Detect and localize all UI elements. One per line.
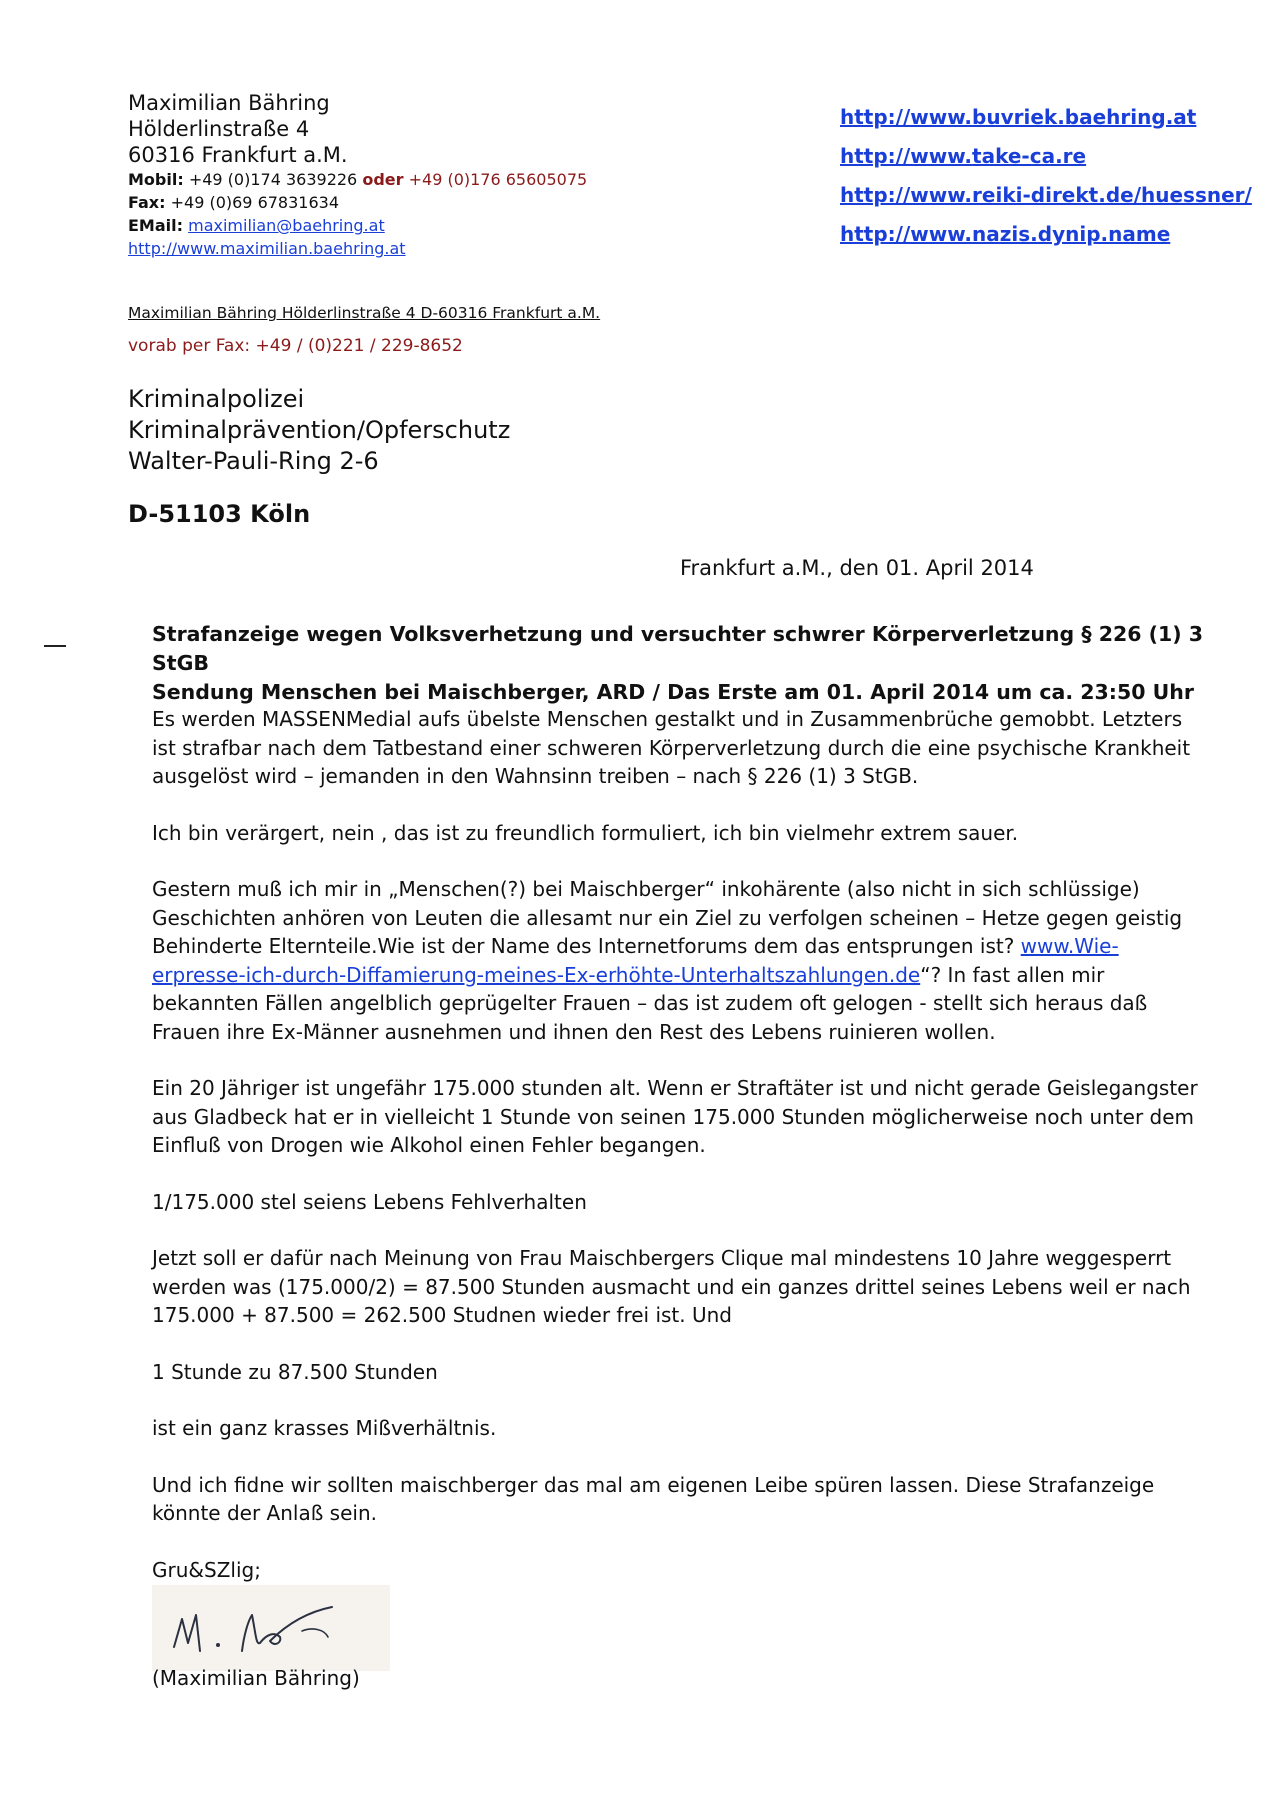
fax-label: Fax: <box>128 193 166 212</box>
signer-name: (Maximilian Bähring) <box>152 1666 360 1690</box>
web-link-take-care[interactable]: http://www.take-ca.re <box>840 144 1087 168</box>
sender-fax-line <box>128 191 688 214</box>
return-address: Maximilian Bähring Hölderlinstraße 4 D-60316 Frankfurt a.M. <box>128 304 601 322</box>
paragraph-9: Und ich fidne wir sollten maischberger das mal am eigenen Leibe spüren lassen. Diese Strafanzeige könnte der Anlaß sein. <box>152 1472 1155 1525</box>
forum-link[interactable]: www.Wie-erpresse-ich-durch-Diffamierung-meines-Ex-erhöhte-Unterhaltszahlungen.de <box>152 934 1119 987</box>
paragraph-8: ist ein ganz krasses Mißverhältnis. <box>152 1416 497 1440</box>
paragraph-2: Ich bin verärgert, nein , das ist zu freundlich formuliert, ich bin vielmehr extrem sauer. <box>152 820 1019 845</box>
date-line: Frankfurt a.M., den 01. April 2014 <box>680 556 1034 580</box>
paragraph-4: Ein 20 Jähriger ist ungefähr 175.000 stunden alt. Wenn er Straftäter ist und nicht gerade Geislegangster aus Gladbeck hat er in vielleicht 1 Stunde von seinen 175.000 Stunden möglicherweise noch unter dem Einfluß von Drogen wie Alkohol einen Fehler begangen. <box>152 1076 1198 1157</box>
signature <box>152 1585 390 1671</box>
fold-mark <box>44 645 66 647</box>
sender-street: Hölderlinstraße 4 <box>128 117 310 141</box>
mobile-number-1: +49 (0)174 3639226 <box>188 170 358 189</box>
web-links <box>840 98 1260 254</box>
fax-notice: vorab per Fax: +49 / (0)221 / 229-8652 <box>128 336 463 356</box>
subject <box>152 620 1232 707</box>
paragraph-3: Gestern muß ich mir in „Menschen(?) bei Maischberger“ inkohärente (also nicht in sich schlüssige) Geschichten anhören von Leuten die allesamt nur ein Ziel zu verfolgen scheinen – Hetze gegen geistig Behinderte Elternteile.Wie ist der Name des Internetforums dem das entsprungen ist? www.Wie-erpresse-ich-durch-Diffamierung-meines-Ex-erhöhte-Unterhaltszahlungen.de“? In fast allen mir bekannten Fällen angelblich geprügelter Frauen – das ist zudem oft gelogen - stellt sich heraus daß Frauen ihre Ex-Männer ausnehmen und ihnen den Rest des Lebens ruinieren wollen. <box>152 877 1183 1044</box>
web-link-reiki[interactable]: http://www.reiki-direkt.de/huessner/ <box>840 183 1252 207</box>
paragraph-5: 1/175.000 stel seiens Lebens Fehlverhalten <box>152 1189 587 1214</box>
recipient-zip-city: D-51103 Köln <box>128 500 311 528</box>
closing: Gru&SZlig; <box>152 1557 261 1582</box>
paragraph-7: 1 Stunde zu 87.500 Stunden <box>152 1359 438 1384</box>
letter-body <box>152 705 1212 1612</box>
sender-website-line <box>128 237 688 260</box>
subject-line-1: Strafanzeige wegen Volksverhetzung und versuchter schwrer Körperverletzung § 226 (1) 3 StGB <box>152 622 1204 675</box>
recipient-line-3: Walter-Pauli-Ring 2-6 <box>128 447 379 475</box>
email-link[interactable]: maximilian@baehring.at <box>188 216 385 235</box>
sender-email-line <box>128 214 688 237</box>
recipient-line-1: Kriminalpolizei <box>128 385 305 413</box>
recipient-block <box>128 384 510 530</box>
sender-mobile-line <box>128 168 688 191</box>
mobile-number-2: +49 (0)176 65605075 <box>408 170 588 189</box>
email-label: EMail: <box>128 216 184 235</box>
subject-line-2: Sendung Menschen bei Maischberger, ARD / Das Erste am 01. April 2014 um ca. 23:50 Uhr <box>152 680 1194 704</box>
recipient-line-2: Kriminalprävention/Opferschutz <box>128 416 511 444</box>
web-link-nazis[interactable]: http://www.nazis.dynip.name <box>840 222 1171 246</box>
signature-image <box>152 1585 390 1671</box>
fax-number: +49 (0)69 67831634 <box>170 193 340 212</box>
web-link-buvriek[interactable]: http://www.buvriek.baehring.at <box>840 105 1197 129</box>
sender-block <box>128 90 688 260</box>
sender-name: Maximilian Bähring <box>128 91 330 115</box>
paragraph-6: Jetzt soll er dafür nach Meinung von Frau Maischbergers Clique mal mindestens 10 Jahre weggesperrt werden was (175.000/2) = 87.500 Stunden ausmacht und ein ganzes drittel seines Lebens weil er nach 175.000 + 87.500 = 262.500 Studnen wieder frei ist. Und <box>152 1246 1191 1327</box>
sender-city: 60316 Frankfurt a.M. <box>128 143 348 167</box>
paragraph-1: Es werden MASSENMedial aufs übelste Menschen gestalkt und in Zusammenbrüche gemobbt. Letzters ist strafbar nach dem Tatbestand einer schweren Körperverletzung durch die eine psychische Krankheit ausgelöst wird – jemanden in den Wahnsinn treiben – nach § 226 (1) 3 StGB. <box>152 707 1191 788</box>
mobile-label: Mobil: <box>128 170 184 189</box>
or-text: oder <box>362 170 404 189</box>
website-link[interactable]: http://www.maximilian.baehring.at <box>128 239 406 258</box>
